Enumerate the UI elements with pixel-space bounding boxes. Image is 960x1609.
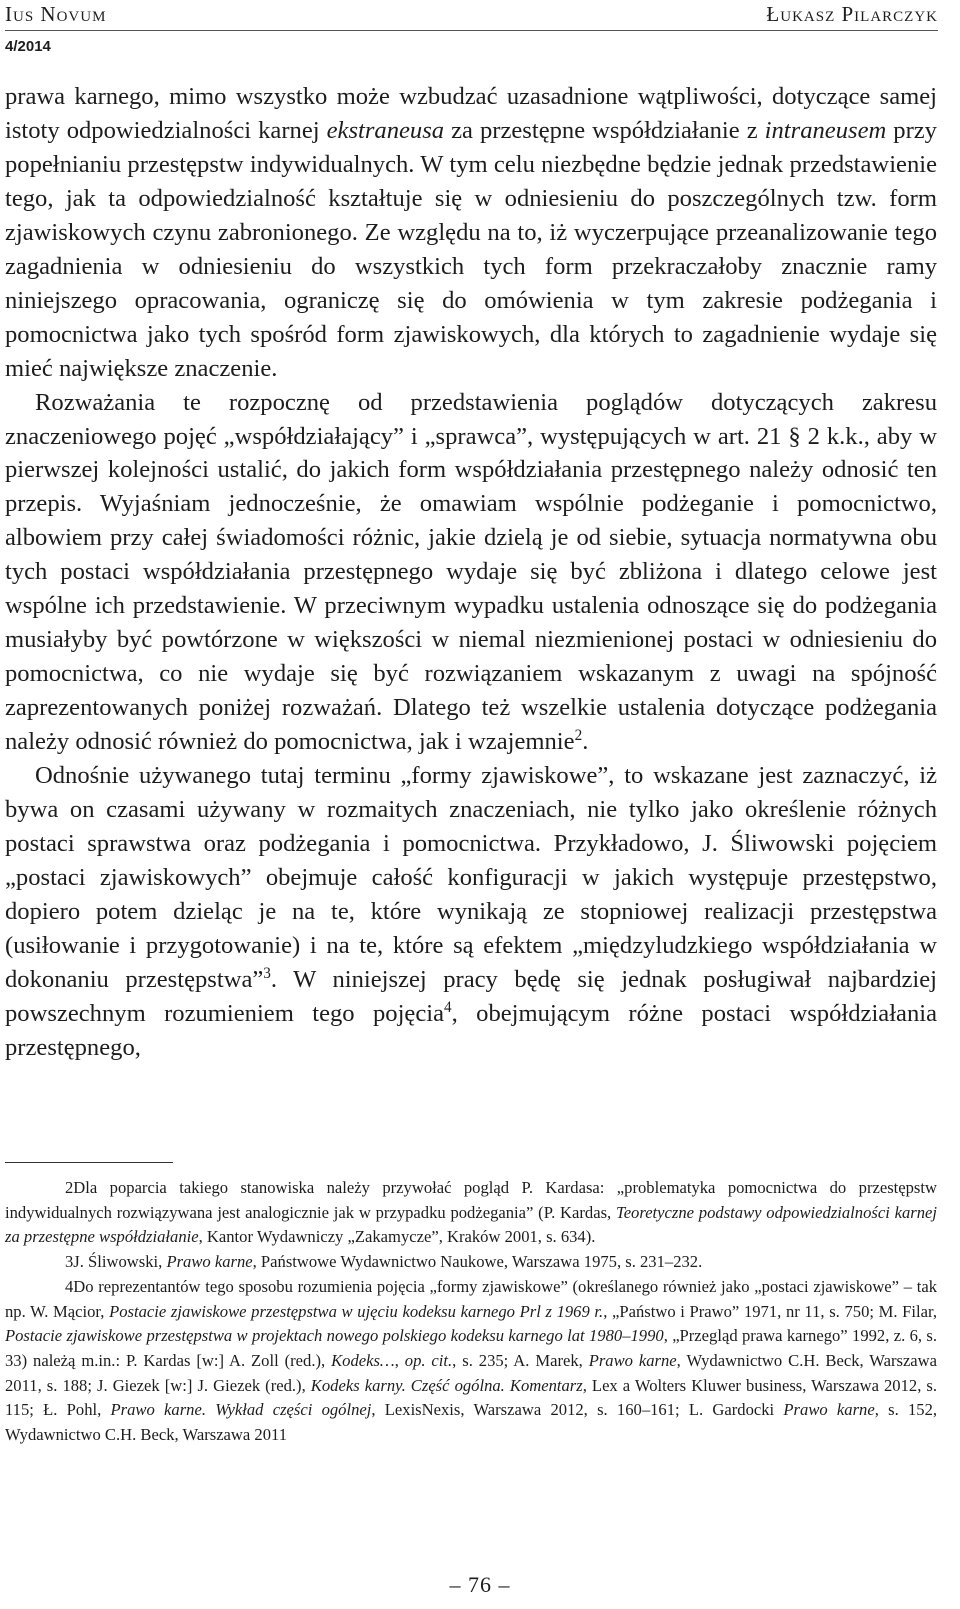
footnote-number: 3 bbox=[65, 1252, 74, 1272]
footnote-ref-2[interactable]: 2 bbox=[574, 726, 583, 744]
body-text bbox=[5, 80, 937, 1065]
footnotes bbox=[5, 1176, 937, 1448]
page-number: – 76 – bbox=[449, 1572, 511, 1597]
paragraph-3: Odnośnie używanego tutaj terminu „formy zjawiskowe”, to wskazane jest zaznaczyć, iż bywa on czasami używany w rozmaitych znaczeniach, nie tylko jako określenie różnych postaci sprawstwa oraz podżegania i pomocnictwa. Przykładowo, J. Śliwowski pojęciem „postaci zjawiskowych” obejmuje całość konfiguracji w jakich występuje przestępstwo, dopiero potem dzieląc je na te, które wynikają ze stopniowej realizacji przestępstwa (usiłowanie i przygotowanie) i na te, które są efektem „międzyludzkiego współdziałania w dokonaniu przestępstwa”$^3$. W niniejszej pracy będę się jednak posługiwał najbardziej powszechnym rozumieniem tego pojęcia$^4$, obejmującym różne postaci współdziałania przestępnego, bbox=[5, 762, 937, 1061]
journal-name: Ius Novum bbox=[5, 2, 107, 26]
footnote-divider bbox=[5, 1162, 173, 1163]
footnote-number: 2 bbox=[65, 1178, 74, 1197]
paragraph-1: prawa karnego, mimo wszystko może wzbudzać uzasadnione wątpliwości, dotyczące samej istoty odpowiedzialności karnej ekstraneusa za przestępne współdziałanie z intraneusem przy popełnianiu przestępstw indywidualnych. W tym celu niezbędne będzie jednak przedstawienie tego, jak ta odpowiedzialność kształtuje się w odniesieniu do poszczególnych tzw. form zjawiskowych czynu zabronionego. Ze względu na to, iż wyczerpujące przeanalizowanie tego zagadnienia w odniesieniu do wszystkich tych form przekraczałoby znacznie ramy niniejszego opracowania, ograniczę się do omówienia w tym zakresie podżegania i pomocnictwa jako tych spośród form zjawiskowych, dla których to zagadnienie wydaje się mieć największe znaczenie. bbox=[5, 83, 937, 382]
footnote-ref-3[interactable]: 3 bbox=[263, 964, 271, 982]
footnote-ref-4[interactable]: 4 bbox=[443, 998, 452, 1016]
issue-number: 4/2014 bbox=[5, 38, 51, 55]
footnote-4: 4Do reprezentantów tego sposobu rozumienia pojęcia „formy zjawiskowe” (określanego również jako „postaci zjawiskowe” – tak np. W. Mącior, Postacie zjawiskowe przestępstwa w ujęciu kodeksu karnego Prl z 1969 r., „Państwo i Prawo” 1971, nr 11, s. 750; M. Filar, Postacie zjawiskowe przestępstwa w projektach nowego polskiego kodeksu karnego lat 1980–1990, „Przegląd prawa karnego” 1992, z. 6, s. 33) należą m.in.: P. Kardas [w:] A. Zoll (red.), Kodeks…, op. cit., s. 235; A. Marek, Prawo karne, Wydawnictwo C.H. Beck, Warszawa 2011, s. 188; J. Giezek [w:] J. Giezek (red.), Kodeks karny. Część ogólna. Komentarz, Lex a Wolters Kluwer business, Warszawa 2012, s. 115; Ł. Pohl, Prawo karne. Wykład części ogólnej, LexisNexis, Warszawa 2012, s. 160–161; L. Gardocki Prawo karne, s. 152, Wydawnictwo C.H. Beck, Warszawa 2011 bbox=[5, 1276, 938, 1445]
footnote-number: 4 bbox=[65, 1276, 74, 1296]
footnote-3: 3J. Śliwowski, Prawo karne, Państwowe Wydawnictwo Naukowe, Warszawa 1975, s. 231–232. bbox=[5, 1250, 937, 1275]
running-header bbox=[5, 0, 938, 31]
emphasis-term: intraneusem bbox=[764, 116, 887, 144]
footnote-2: 2Dla poparcia takiego stanowiska należy przywołać pogląd P. Kardasa: „problematyka pomocnictwa do przestępstw indywidualnych rozwiązywana jest analogicznie jak w przypadku podżegania” (P. Kardas, Teoretyczne podstawy odpowiedzialności karnej za przestępne współdziałanie, Kantor Wydawniczy „Zakamycze”, Kraków 2001, s. 634). bbox=[5, 1178, 938, 1247]
paragraph-2: Rozważania te rozpocznę od przedstawienia poglądów dotyczących zakresu znaczeniowego pojęć „współdziałający” i „sprawca”, występujących w art. 21 § 2 k.k., aby w pierwszej kolejności ustalić, do jakich form współdziałania przestępnego należy odnosić ten przepis. Wyjaśniam jednocześnie, że omawiam wspólnie podżeganie i pomocnictwo, albowiem przy całej świadomości różnic, jakie dzielą je od siebie, sytuacja normatywna obu tych postaci współdziałania przestępnego wydaje się być zbliżona i dlatego celowe jest wspólne ich przedstawienie. W przeciwnym wypadku ustalenia odnoszące się do podżegania musiałyby być powtórzone w większości w niemal niezmienionej postaci w odniesieniu do pomocnictwa, co nie wydaje się być rozwiązaniem wskazanym z uwagi na spójność zaprezentowanych poniżej rozważań. Dlatego też wszelkie ustalenia dotyczące podżegania należy odnosić również do pomocnictwa, jak i wzajemnie$^2$. bbox=[5, 388, 937, 756]
emphasis-term: ekstraneusa bbox=[326, 116, 445, 144]
author-name: Łukasz Pilarczyk bbox=[766, 2, 938, 26]
